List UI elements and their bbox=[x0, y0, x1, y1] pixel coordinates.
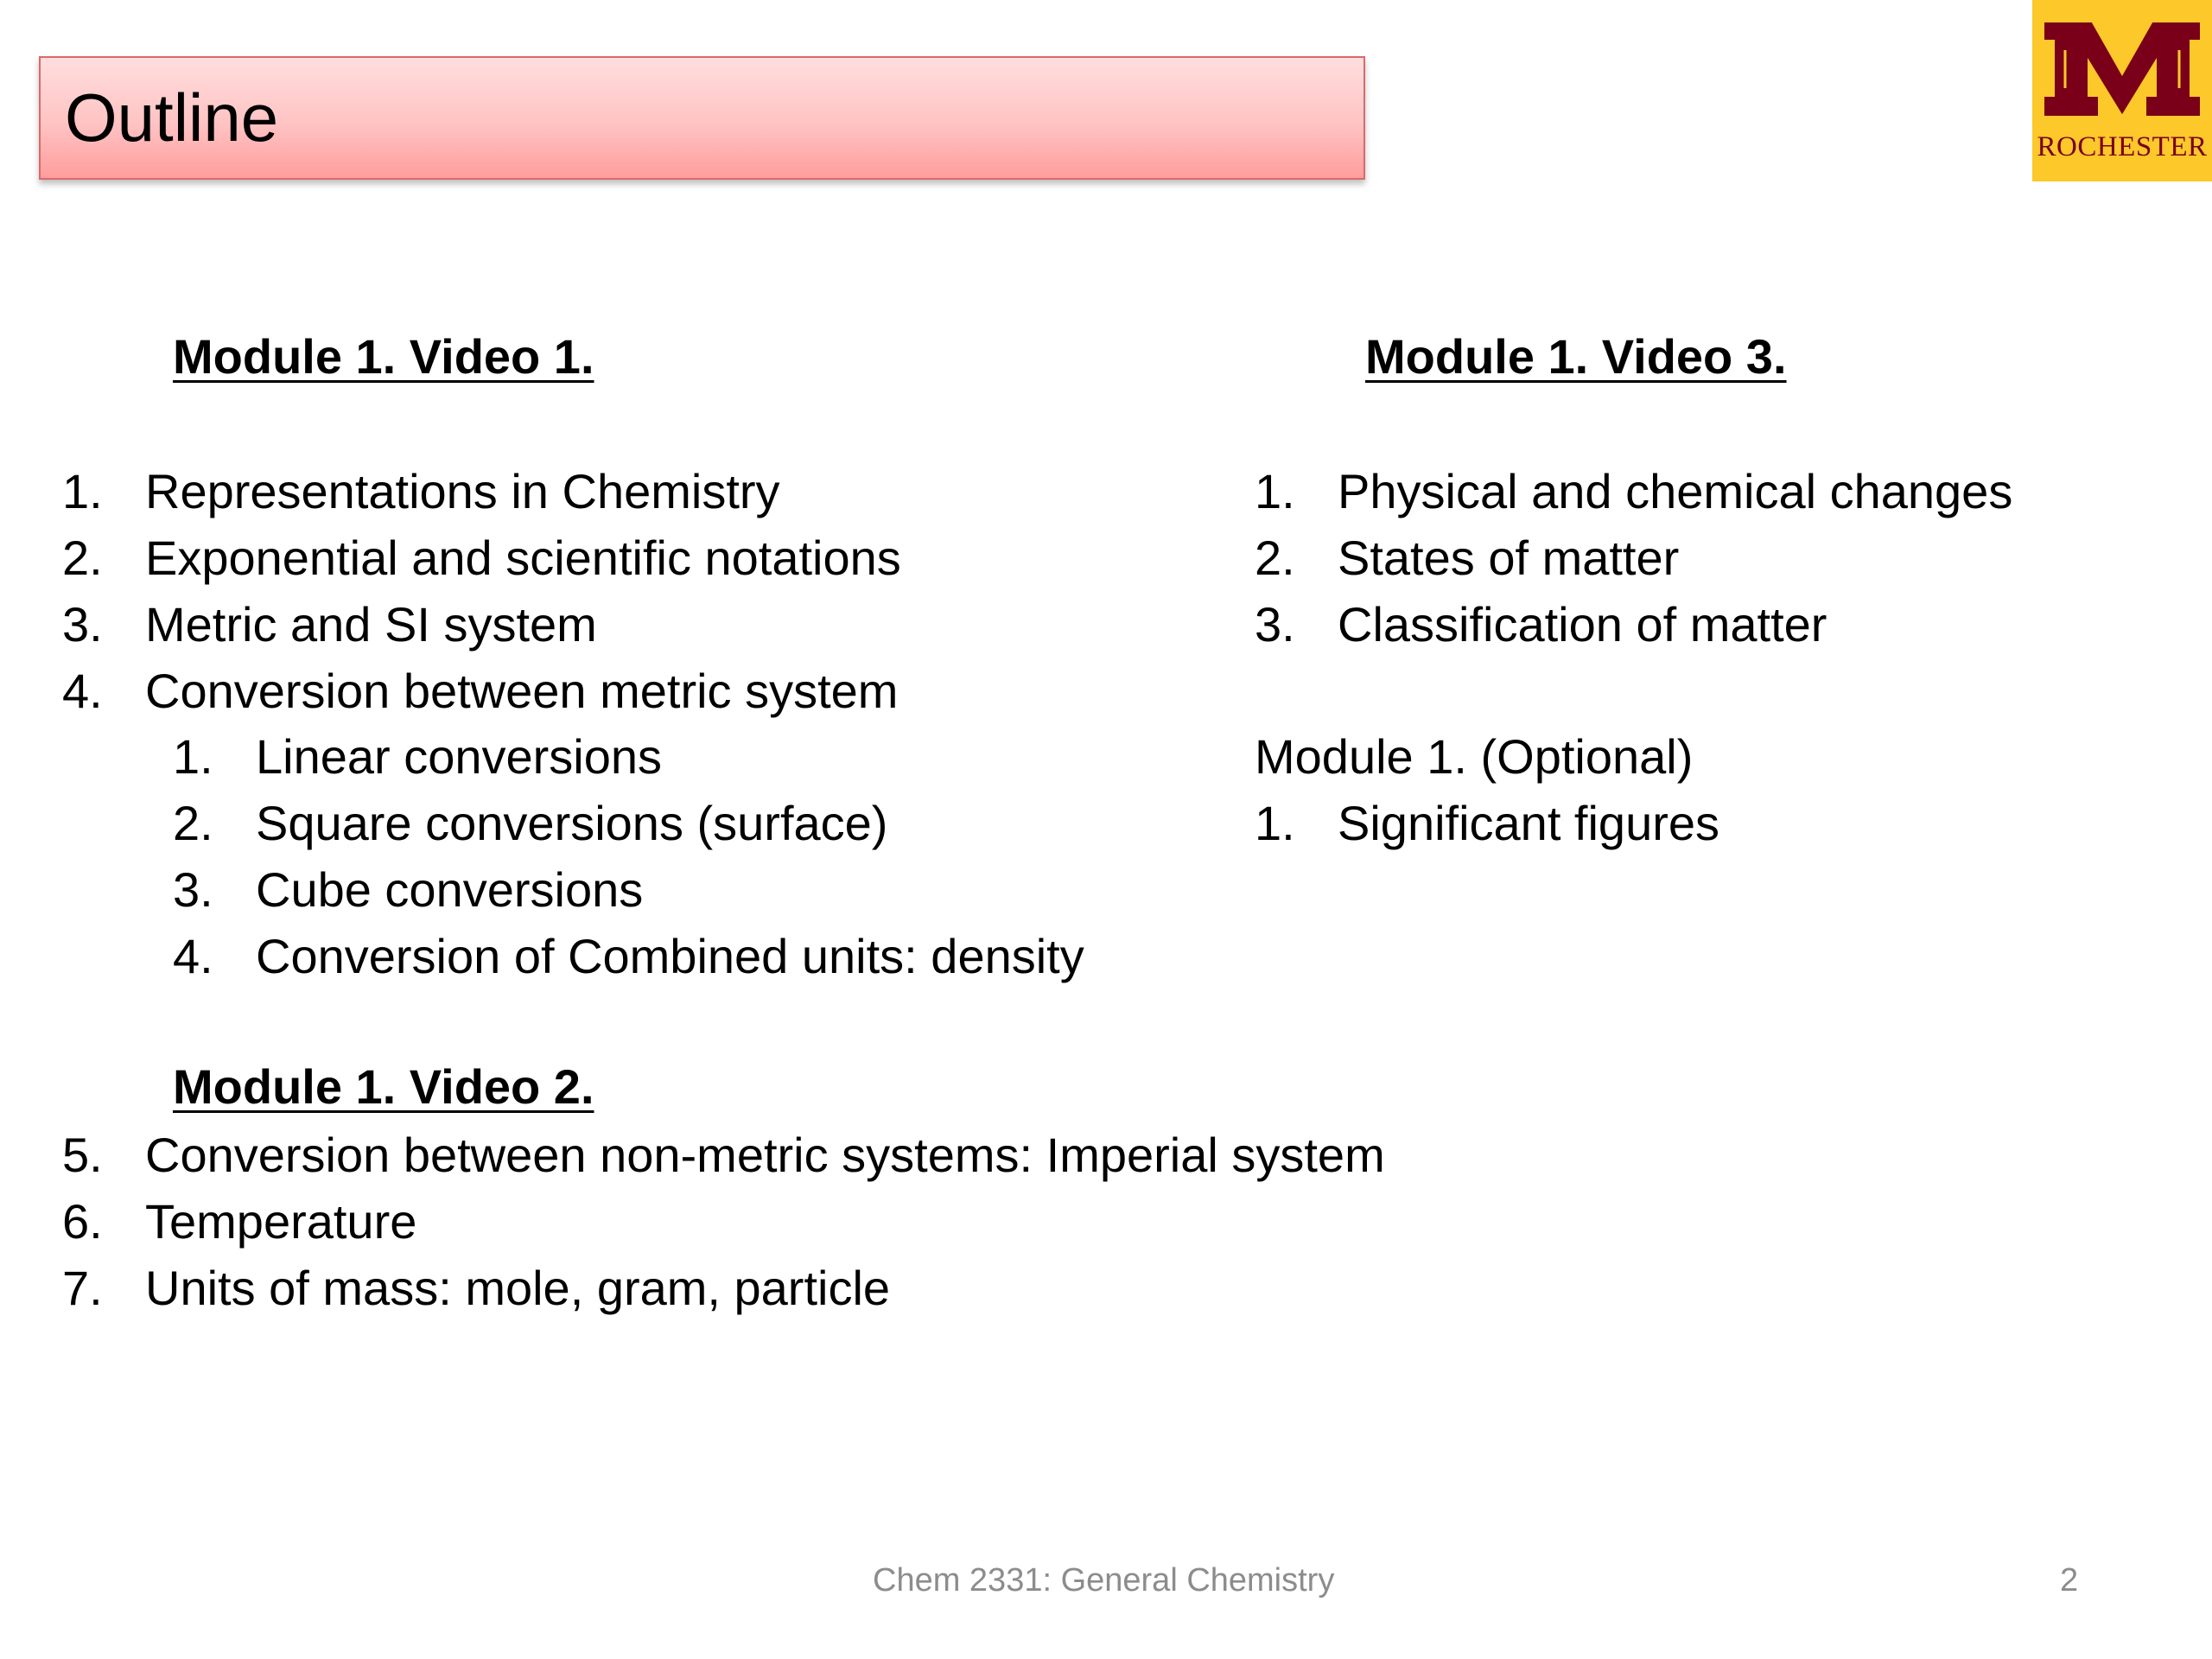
item-text: Metric and SI system bbox=[145, 597, 597, 652]
slide-title: Outline bbox=[65, 79, 279, 156]
item-number: 1. bbox=[62, 464, 103, 518]
video2-heading: Module 1. Video 2. bbox=[173, 1059, 594, 1114]
optional-heading: Module 1. (Optional) bbox=[1255, 729, 1694, 784]
university-logo bbox=[2032, 0, 2212, 181]
sublist-item bbox=[173, 790, 1253, 856]
video2-list bbox=[62, 1122, 1531, 1321]
list-item bbox=[62, 1122, 1531, 1188]
item-number: 3. bbox=[173, 862, 213, 917]
item-text: Units of mass: mole, gram, particle bbox=[145, 1261, 891, 1315]
slide-number: 2 bbox=[2060, 1562, 2079, 1599]
list-item bbox=[1255, 591, 2162, 658]
item-text: Conversion of Combined units: density bbox=[256, 929, 1084, 983]
video1-sublist bbox=[173, 723, 1253, 989]
sublist-item bbox=[173, 723, 1253, 790]
footer-course: Chem 2331: General Chemistry bbox=[873, 1562, 1335, 1599]
list-item bbox=[1255, 524, 2162, 591]
video1-list bbox=[62, 458, 1185, 724]
item-text: Significant figures bbox=[1338, 796, 1720, 850]
video1-heading: Module 1. Video 1. bbox=[173, 329, 594, 384]
list-item bbox=[62, 1255, 1531, 1321]
item-number: 2. bbox=[1255, 531, 1295, 585]
list-item bbox=[62, 524, 1185, 591]
item-text: Square conversions (surface) bbox=[256, 796, 888, 850]
item-number: 4. bbox=[173, 929, 213, 983]
list-item bbox=[62, 591, 1185, 658]
item-number: 2. bbox=[62, 531, 103, 585]
item-text: Exponential and scientific notations bbox=[145, 531, 901, 585]
item-number: 2. bbox=[173, 796, 213, 850]
item-number: 5. bbox=[62, 1128, 103, 1182]
list-item bbox=[62, 1188, 1531, 1255]
logo-caption: ROCHESTER bbox=[2037, 131, 2208, 162]
item-text: Linear conversions bbox=[256, 729, 663, 784]
item-text: Conversion between non-metric systems: Imperial system bbox=[145, 1128, 1385, 1182]
item-number: 1. bbox=[1255, 464, 1295, 518]
block-m-icon bbox=[2039, 16, 2205, 128]
item-number: 6. bbox=[62, 1194, 103, 1249]
sublist-item bbox=[173, 923, 1253, 989]
list-item bbox=[1255, 790, 2162, 856]
item-text: States of matter bbox=[1338, 531, 1680, 585]
item-text: Conversion between metric system bbox=[145, 664, 899, 718]
sublist-item bbox=[173, 856, 1253, 923]
list-item bbox=[62, 458, 1185, 524]
item-number: 1. bbox=[173, 729, 213, 784]
item-number: 1. bbox=[1255, 796, 1295, 850]
video3-list bbox=[1255, 458, 2162, 658]
item-text: Cube conversions bbox=[256, 862, 644, 917]
list-item bbox=[1255, 458, 2162, 524]
item-number: 3. bbox=[1255, 597, 1295, 652]
list-item bbox=[62, 658, 1185, 724]
item-text: Classification of matter bbox=[1338, 597, 1827, 652]
item-text: Representations in Chemistry bbox=[145, 464, 780, 518]
item-number: 3. bbox=[62, 597, 103, 652]
item-text: Physical and chemical changes bbox=[1338, 464, 2013, 518]
optional-list bbox=[1255, 790, 2162, 856]
item-number: 4. bbox=[62, 664, 103, 718]
title-bar bbox=[39, 56, 1365, 180]
item-number: 7. bbox=[62, 1261, 103, 1315]
video3-heading: Module 1. Video 3. bbox=[1365, 329, 1787, 384]
item-text: Temperature bbox=[145, 1194, 417, 1249]
